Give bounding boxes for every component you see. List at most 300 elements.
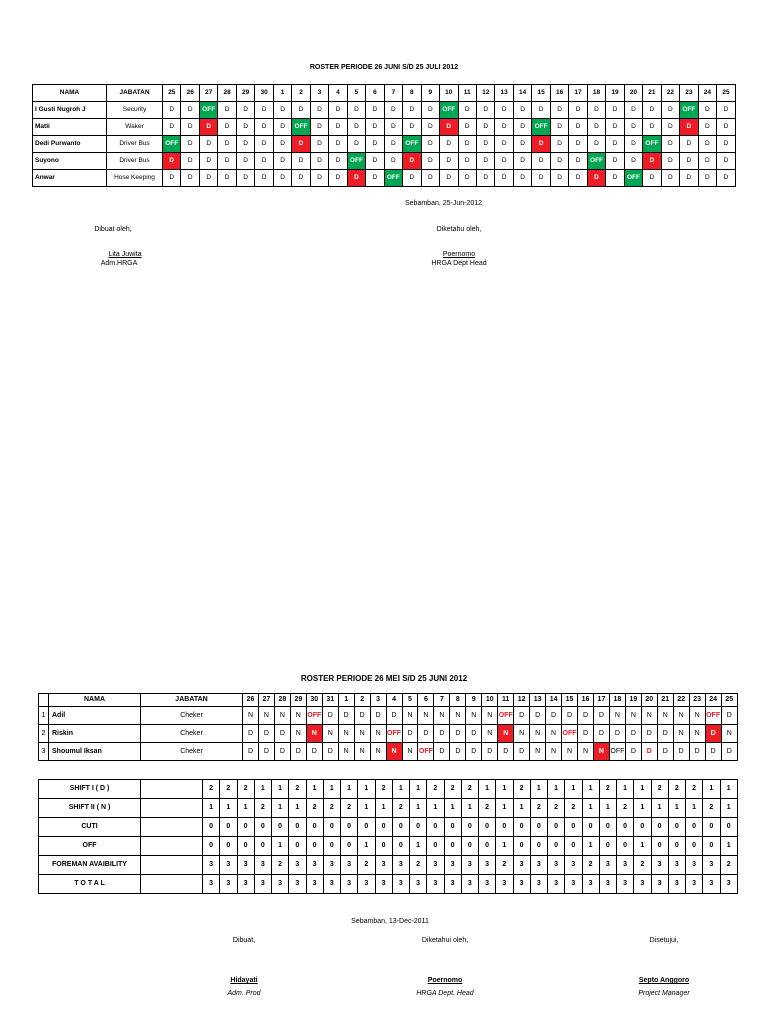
summary-value: 1 bbox=[720, 780, 738, 799]
shift-cell: OFF bbox=[403, 136, 421, 153]
summary-value: 2 bbox=[341, 799, 358, 818]
shift-cell: D bbox=[643, 102, 661, 119]
sig1-role: Dibuat oleh, bbox=[94, 226, 132, 233]
shift-cell: D bbox=[532, 170, 550, 187]
shift-cell: D bbox=[329, 153, 347, 170]
summary-value: 0 bbox=[703, 818, 720, 837]
day-header: 17 bbox=[569, 85, 587, 102]
summary-value: 3 bbox=[599, 856, 616, 875]
header-nama: NAMA bbox=[33, 85, 107, 102]
summary-value: 1 bbox=[237, 799, 254, 818]
shift-cell: D bbox=[403, 170, 421, 187]
shift-cell: D bbox=[402, 725, 418, 743]
sig1-name: Lita Juwita bbox=[108, 251, 142, 258]
shift-cell: D bbox=[606, 119, 624, 136]
summary-value: 1 bbox=[634, 799, 651, 818]
shift-cell: N bbox=[657, 707, 673, 725]
summary-value: 3 bbox=[341, 856, 358, 875]
summary-value: 3 bbox=[427, 875, 444, 894]
day-header: 3 bbox=[310, 85, 328, 102]
shift-cell: N bbox=[546, 743, 562, 761]
day-header: 18 bbox=[609, 694, 625, 707]
summary-value: 3 bbox=[668, 875, 685, 894]
shift-cell: D bbox=[243, 743, 259, 761]
summary-value: 2 bbox=[358, 856, 375, 875]
summary-value: 2 bbox=[599, 780, 616, 799]
shift-cell: D bbox=[310, 119, 328, 136]
table-row bbox=[33, 170, 736, 187]
shift-cell: D bbox=[624, 136, 642, 153]
shift-cell: D bbox=[458, 102, 476, 119]
shift-cell: D bbox=[440, 153, 458, 170]
summary-value: 0 bbox=[289, 818, 306, 837]
table-row bbox=[33, 136, 736, 153]
summary-value: 0 bbox=[427, 818, 444, 837]
shift-cell: N bbox=[354, 725, 370, 743]
shift-cell: D bbox=[243, 725, 259, 743]
day-header: 11 bbox=[498, 694, 514, 707]
summary-value: 2 bbox=[375, 780, 392, 799]
employee-name: Suyono bbox=[33, 153, 107, 170]
shift-cell: D bbox=[698, 153, 716, 170]
day-header: 24 bbox=[698, 85, 716, 102]
summary-value: 3 bbox=[548, 875, 565, 894]
header-nama: NAMA bbox=[49, 694, 141, 707]
summary-value: 3 bbox=[565, 875, 582, 894]
summary-value: 2 bbox=[323, 799, 340, 818]
shift-cell: D bbox=[273, 102, 291, 119]
summary-blank bbox=[141, 799, 203, 818]
summary-value: 1 bbox=[410, 780, 427, 799]
shift-cell: D bbox=[236, 170, 254, 187]
summary-value: 0 bbox=[634, 818, 651, 837]
shift-cell: D bbox=[274, 743, 290, 761]
summary-blank bbox=[141, 837, 203, 856]
shift-cell: D bbox=[338, 707, 354, 725]
shift-cell: D bbox=[624, 102, 642, 119]
shift-cell: D bbox=[680, 153, 698, 170]
shift-cell: D bbox=[218, 136, 236, 153]
shift-cell: N bbox=[593, 743, 609, 761]
shift-cell: D bbox=[673, 743, 689, 761]
summary-value: 0 bbox=[375, 818, 392, 837]
shift-cell: D bbox=[306, 743, 322, 761]
day-header: 22 bbox=[673, 694, 689, 707]
day-header: 14 bbox=[513, 85, 531, 102]
day-header: 26 bbox=[181, 85, 199, 102]
summary-value: 2 bbox=[668, 780, 685, 799]
shift-cell: D bbox=[255, 153, 273, 170]
summary-blank bbox=[141, 780, 203, 799]
shift-cell: D bbox=[641, 725, 657, 743]
summary-label: OFF bbox=[39, 837, 141, 856]
day-header: 16 bbox=[578, 694, 594, 707]
summary-label: SHIFT II ( N ) bbox=[39, 799, 141, 818]
roster2-table bbox=[38, 693, 738, 761]
day-header: 21 bbox=[643, 85, 661, 102]
summary-value: 2 bbox=[530, 799, 547, 818]
summary-value: 1 bbox=[444, 799, 461, 818]
summary-value: 0 bbox=[392, 818, 409, 837]
shift-cell: D bbox=[717, 102, 736, 119]
shift-cell: D bbox=[163, 170, 181, 187]
summary-value: 3 bbox=[272, 875, 289, 894]
summary-value: 1 bbox=[686, 799, 703, 818]
sig5-role: Disetujui, bbox=[649, 937, 679, 944]
shift-cell: D bbox=[578, 707, 594, 725]
shift-cell: D bbox=[680, 136, 698, 153]
summary-value: 3 bbox=[410, 875, 427, 894]
summary-value: 1 bbox=[479, 780, 496, 799]
sig2-name: Poernomo bbox=[442, 251, 476, 258]
table-row bbox=[33, 102, 736, 119]
employee-jabatan: Cheker bbox=[141, 707, 243, 725]
summary-value: 2 bbox=[237, 780, 254, 799]
shift-cell: D bbox=[236, 136, 254, 153]
summary-value: 0 bbox=[548, 837, 565, 856]
header-jabatan: JABATAN bbox=[141, 694, 243, 707]
summary-value: 3 bbox=[306, 875, 323, 894]
shift-cell: D bbox=[705, 743, 721, 761]
day-header: 13 bbox=[495, 85, 513, 102]
employee-name: Anwar bbox=[33, 170, 107, 187]
shift-cell: D bbox=[482, 743, 498, 761]
shift-cell: N bbox=[498, 725, 514, 743]
summary-value: 0 bbox=[530, 837, 547, 856]
shift-cell: D bbox=[434, 725, 450, 743]
shift-cell: D bbox=[163, 102, 181, 119]
summary-value: 0 bbox=[617, 818, 634, 837]
summary-value: 1 bbox=[375, 799, 392, 818]
summary-value: 2 bbox=[272, 856, 289, 875]
shift-cell: OFF bbox=[440, 102, 458, 119]
summary-value: 3 bbox=[358, 875, 375, 894]
day-header: 10 bbox=[482, 694, 498, 707]
shift-cell: D bbox=[329, 170, 347, 187]
summary-blank bbox=[141, 818, 203, 837]
summary-value: 2 bbox=[306, 799, 323, 818]
shift-cell: D bbox=[450, 725, 466, 743]
shift-cell: D bbox=[236, 119, 254, 136]
shift-cell: N bbox=[402, 743, 418, 761]
summary-value: 3 bbox=[565, 856, 582, 875]
summary-value: 3 bbox=[254, 875, 271, 894]
day-header: 3 bbox=[370, 694, 386, 707]
shift-cell: D bbox=[199, 153, 217, 170]
shift-cell: D bbox=[661, 119, 679, 136]
shift-cell: D bbox=[578, 725, 594, 743]
day-header: 20 bbox=[641, 694, 657, 707]
shift-cell: D bbox=[569, 170, 587, 187]
shift-cell: D bbox=[705, 725, 721, 743]
shift-cell: D bbox=[310, 170, 328, 187]
employee-jabatan: Driver Bus bbox=[107, 136, 163, 153]
shift-cell: D bbox=[292, 102, 310, 119]
shift-cell: D bbox=[403, 102, 421, 119]
shift-cell: D bbox=[587, 136, 605, 153]
shift-cell: N bbox=[609, 707, 625, 725]
shift-cell: OFF bbox=[532, 119, 550, 136]
shift-cell: D bbox=[498, 743, 514, 761]
day-header: 15 bbox=[532, 85, 550, 102]
shift-cell: D bbox=[624, 153, 642, 170]
summary-value: 0 bbox=[254, 837, 271, 856]
shift-cell: OFF bbox=[163, 136, 181, 153]
shift-cell: D bbox=[258, 725, 274, 743]
summary-value: 3 bbox=[392, 875, 409, 894]
shift-cell: N bbox=[402, 707, 418, 725]
shift-cell: OFF bbox=[347, 153, 365, 170]
shift-cell: D bbox=[514, 707, 530, 725]
day-header: 30 bbox=[306, 694, 322, 707]
shift-cell: D bbox=[476, 153, 494, 170]
shift-cell: D bbox=[513, 153, 531, 170]
shift-cell: D bbox=[366, 102, 384, 119]
summary-value: 2 bbox=[686, 780, 703, 799]
day-header: 14 bbox=[546, 694, 562, 707]
summary-value: 1 bbox=[410, 799, 427, 818]
sig4-role: Diketahui oleh, bbox=[421, 937, 469, 944]
summary-value: 3 bbox=[703, 875, 720, 894]
day-header: 27 bbox=[258, 694, 274, 707]
summary-row bbox=[39, 837, 738, 856]
summary-value: 1 bbox=[323, 780, 340, 799]
shift-cell: D bbox=[384, 119, 402, 136]
table-header-row bbox=[39, 694, 738, 707]
shift-cell: D bbox=[550, 119, 568, 136]
summary-value: 0 bbox=[410, 818, 427, 837]
employee-jabatan: Security bbox=[107, 102, 163, 119]
shift-cell: OFF bbox=[643, 136, 661, 153]
day-header: 28 bbox=[218, 85, 236, 102]
summary-value: 1 bbox=[272, 799, 289, 818]
shift-cell: D bbox=[347, 102, 365, 119]
summary-value: 2 bbox=[582, 856, 599, 875]
sig1-title: Adm.HRGA bbox=[100, 260, 138, 267]
shift-cell: D bbox=[255, 136, 273, 153]
summary-value: 3 bbox=[651, 856, 668, 875]
shift-cell: D bbox=[440, 119, 458, 136]
shift-cell: D bbox=[322, 743, 338, 761]
summary-value: 1 bbox=[272, 780, 289, 799]
shift-cell: N bbox=[274, 707, 290, 725]
summary-value: 1 bbox=[599, 799, 616, 818]
shift-cell: D bbox=[680, 119, 698, 136]
summary-value: 3 bbox=[668, 856, 685, 875]
summary-value: 1 bbox=[513, 799, 530, 818]
day-header: 18 bbox=[587, 85, 605, 102]
summary-value: 0 bbox=[599, 818, 616, 837]
summary-value: 1 bbox=[289, 799, 306, 818]
day-header: 30 bbox=[255, 85, 273, 102]
shift-cell: D bbox=[698, 102, 716, 119]
table-row bbox=[39, 743, 738, 761]
day-header: 13 bbox=[530, 694, 546, 707]
summary-value: 3 bbox=[686, 875, 703, 894]
shift-cell: N bbox=[530, 743, 546, 761]
shift-cell: D bbox=[274, 725, 290, 743]
shift-cell: D bbox=[199, 170, 217, 187]
summary-value: 0 bbox=[237, 837, 254, 856]
day-header: 27 bbox=[199, 85, 217, 102]
summary-value: 1 bbox=[703, 780, 720, 799]
shift-cell: N bbox=[243, 707, 259, 725]
summary-value: 3 bbox=[392, 856, 409, 875]
summary-value: 0 bbox=[496, 818, 513, 837]
shift-cell: N bbox=[673, 707, 689, 725]
shift-cell: N bbox=[514, 725, 530, 743]
shift-cell: N bbox=[689, 725, 705, 743]
shift-cell: OFF bbox=[292, 119, 310, 136]
shift-cell: D bbox=[434, 743, 450, 761]
shift-cell: D bbox=[698, 136, 716, 153]
summary-value: 2 bbox=[392, 799, 409, 818]
summary-label: SHIFT I ( D ) bbox=[39, 780, 141, 799]
shift-cell: D bbox=[199, 136, 217, 153]
summary-value: 0 bbox=[323, 837, 340, 856]
summary-value: 0 bbox=[427, 837, 444, 856]
shift-cell: D bbox=[587, 119, 605, 136]
summary-value: 0 bbox=[720, 818, 738, 837]
day-header: 28 bbox=[274, 694, 290, 707]
shift-cell: D bbox=[680, 170, 698, 187]
shift-cell: OFF bbox=[306, 707, 322, 725]
shift-cell: N bbox=[482, 707, 498, 725]
day-header: 25 bbox=[721, 694, 737, 707]
table-row bbox=[33, 119, 736, 136]
shift-cell: OFF bbox=[199, 102, 217, 119]
employee-name: Adil bbox=[49, 707, 141, 725]
summary-value: 0 bbox=[565, 818, 582, 837]
summary-value: 0 bbox=[375, 837, 392, 856]
shift-cell: N bbox=[450, 707, 466, 725]
shift-cell: D bbox=[181, 102, 199, 119]
summary-value: 0 bbox=[668, 818, 685, 837]
shift-cell: N bbox=[354, 743, 370, 761]
shift-cell: D bbox=[403, 119, 421, 136]
summary-value: 3 bbox=[461, 856, 478, 875]
shift-cell: D bbox=[495, 170, 513, 187]
summary-value: 0 bbox=[479, 818, 496, 837]
shift-cell: D bbox=[569, 153, 587, 170]
summary-value: 3 bbox=[323, 875, 340, 894]
shift-cell: D bbox=[624, 119, 642, 136]
summary-value: 3 bbox=[289, 856, 306, 875]
shift-cell: D bbox=[418, 725, 434, 743]
summary-value: 0 bbox=[530, 818, 547, 837]
summary-value: 2 bbox=[496, 856, 513, 875]
shift-cell: OFF bbox=[609, 743, 625, 761]
shift-cell: D bbox=[255, 102, 273, 119]
sig4-name: Poernomo bbox=[427, 977, 463, 984]
shift-cell: D bbox=[310, 102, 328, 119]
shift-cell: D bbox=[495, 102, 513, 119]
shift-cell: D bbox=[386, 707, 402, 725]
shift-cell: D bbox=[199, 119, 217, 136]
day-header: 8 bbox=[403, 85, 421, 102]
row-number: 3 bbox=[39, 743, 49, 761]
summary-value: 3 bbox=[323, 856, 340, 875]
summary-value: 0 bbox=[651, 837, 668, 856]
shift-cell: D bbox=[290, 743, 306, 761]
summary-value: 1 bbox=[720, 837, 738, 856]
summary-blank bbox=[141, 875, 203, 894]
shift-cell: N bbox=[418, 707, 434, 725]
summary-value: 2 bbox=[427, 780, 444, 799]
shift-cell: D bbox=[643, 170, 661, 187]
summary-value: 1 bbox=[548, 780, 565, 799]
summary-value: 2 bbox=[289, 780, 306, 799]
shift-cell: D bbox=[661, 102, 679, 119]
shift-cell: D bbox=[292, 153, 310, 170]
day-header: 6 bbox=[418, 694, 434, 707]
summary-value: 0 bbox=[341, 818, 358, 837]
summary-row bbox=[39, 856, 738, 875]
summary-value: 3 bbox=[444, 875, 461, 894]
row-number: 2 bbox=[39, 725, 49, 743]
roster1-title: ROSTER PERIODE 26 JUNI S/D 25 JULI 2012 bbox=[309, 64, 459, 71]
roster1-table bbox=[32, 84, 736, 187]
day-header: 19 bbox=[625, 694, 641, 707]
shift-cell: OFF bbox=[498, 707, 514, 725]
summary-value: 1 bbox=[358, 799, 375, 818]
summary-value: 0 bbox=[461, 818, 478, 837]
shift-cell: D bbox=[643, 119, 661, 136]
shift-cell: D bbox=[466, 743, 482, 761]
summary-value: 3 bbox=[530, 875, 547, 894]
day-header: 9 bbox=[466, 694, 482, 707]
roster2-place-date: Sebamban, 13-Dec-2011 bbox=[351, 918, 429, 925]
shift-cell: D bbox=[458, 153, 476, 170]
summary-value: 1 bbox=[668, 799, 685, 818]
summary-value: 1 bbox=[306, 780, 323, 799]
summary-value: 3 bbox=[548, 856, 565, 875]
shift-cell: D bbox=[569, 119, 587, 136]
summary-blank bbox=[141, 856, 203, 875]
summary-value: 2 bbox=[410, 856, 427, 875]
summary-value: 0 bbox=[237, 818, 254, 837]
shift-cell: D bbox=[532, 153, 550, 170]
summary-value: 0 bbox=[513, 818, 530, 837]
day-header: 25 bbox=[717, 85, 736, 102]
day-header: 24 bbox=[705, 694, 721, 707]
sig3-role: Dibuat, bbox=[232, 937, 256, 944]
employee-jabatan: Waker bbox=[107, 119, 163, 136]
shift-cell: D bbox=[721, 743, 737, 761]
shift-cell: D bbox=[273, 170, 291, 187]
roster2-title: ROSTER PERIODE 26 MEI S/D 25 JUNI 2012 bbox=[300, 674, 468, 683]
shift-cell: N bbox=[290, 707, 306, 725]
shift-cell: D bbox=[370, 707, 386, 725]
day-header: 7 bbox=[384, 85, 402, 102]
row-number: 1 bbox=[39, 707, 49, 725]
day-header: 12 bbox=[476, 85, 494, 102]
shift-cell: D bbox=[625, 743, 641, 761]
shift-cell: D bbox=[421, 119, 439, 136]
shift-cell: D bbox=[384, 153, 402, 170]
summary-value: 1 bbox=[530, 780, 547, 799]
summary-value: 0 bbox=[254, 818, 271, 837]
shift-cell: D bbox=[384, 136, 402, 153]
shift-cell: D bbox=[273, 119, 291, 136]
summary-value: 2 bbox=[203, 780, 220, 799]
summary-value: 1 bbox=[358, 837, 375, 856]
shift-cell: D bbox=[514, 743, 530, 761]
summary-value: 3 bbox=[479, 875, 496, 894]
shift-cell: OFF bbox=[705, 707, 721, 725]
shift-cell: N bbox=[370, 725, 386, 743]
summary-value: 0 bbox=[306, 837, 323, 856]
